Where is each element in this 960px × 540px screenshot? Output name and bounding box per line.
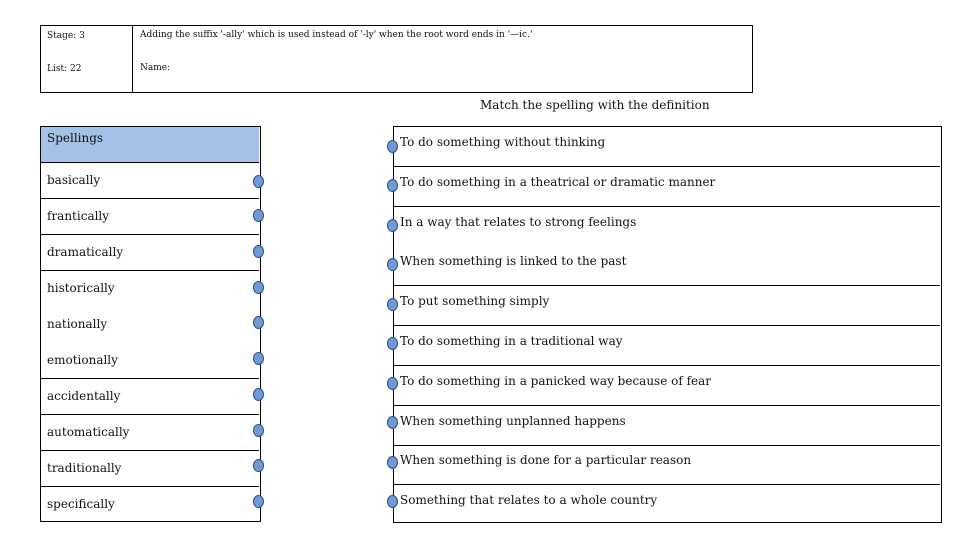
- right-match-dot[interactable]: [387, 337, 398, 350]
- spelling-word: basically: [47, 173, 101, 187]
- definition-text: To do something in a panicked way because of fear: [400, 374, 712, 388]
- spelling-row: [41, 379, 259, 415]
- instruction-text: Match the spelling with the definition: [480, 98, 710, 112]
- worksheet-header: [40, 25, 753, 93]
- left-match-dot[interactable]: [253, 209, 264, 222]
- spelling-row: [41, 235, 259, 271]
- spelling-row: [41, 271, 259, 307]
- name-label: Name:: [140, 63, 171, 73]
- right-match-dot[interactable]: [387, 258, 398, 271]
- right-match-dot[interactable]: [387, 219, 398, 232]
- spelling-row: [41, 487, 259, 523]
- definition-text: To do something in a traditional way: [400, 334, 623, 348]
- definition-text: When something unplanned happens: [400, 414, 626, 428]
- definition-row: [394, 167, 940, 207]
- spelling-word: frantically: [47, 209, 110, 223]
- left-match-dot[interactable]: [253, 245, 264, 258]
- right-match-dot[interactable]: [387, 377, 398, 390]
- left-match-dot[interactable]: [253, 175, 264, 188]
- spelling-word: specifically: [47, 497, 115, 511]
- spelling-row: [41, 307, 259, 343]
- definition-text: To put something simply: [400, 294, 550, 308]
- right-match-dot[interactable]: [387, 179, 398, 192]
- spelling-row: [41, 343, 259, 379]
- spelling-row: [41, 415, 259, 451]
- spellings-header: [41, 127, 259, 163]
- right-match-dot[interactable]: [387, 298, 398, 311]
- spellings-header-label: Spellings: [47, 131, 104, 145]
- spelling-word: dramatically: [47, 245, 124, 259]
- definition-row: [394, 286, 940, 326]
- stage-label: Stage: 3: [47, 31, 85, 41]
- definition-row: [394, 326, 940, 366]
- spelling-row: [41, 163, 259, 199]
- definition-text: When something is done for a particular reason: [400, 453, 692, 467]
- definition-text: When something is linked to the past: [400, 254, 627, 268]
- definition-row: [394, 485, 940, 525]
- spelling-word: emotionally: [47, 353, 118, 367]
- right-match-dot[interactable]: [387, 140, 398, 153]
- left-match-dot[interactable]: [253, 495, 264, 508]
- spelling-word: accidentally: [47, 389, 121, 403]
- left-match-dot[interactable]: [253, 424, 264, 437]
- spelling-word: nationally: [47, 317, 108, 331]
- left-match-dot[interactable]: [253, 352, 264, 365]
- header-divider: [132, 26, 133, 92]
- spelling-word: automatically: [47, 425, 130, 439]
- list-label: List: 22: [47, 64, 82, 74]
- definition-row: [394, 207, 940, 247]
- spellings-table: [40, 126, 261, 522]
- right-match-dot[interactable]: [387, 495, 398, 508]
- definition-row: [394, 366, 940, 406]
- right-match-dot[interactable]: [387, 456, 398, 469]
- left-match-dot[interactable]: [253, 316, 264, 329]
- spelling-row: [41, 199, 259, 235]
- right-match-dot[interactable]: [387, 416, 398, 429]
- definitions-table: [393, 126, 942, 523]
- definition-text: To do something in a theatrical or dramatic manner: [400, 175, 716, 189]
- suffix-description: Adding the suffix '-ally' which is used instead of '-ly' when the root word ends in '—ic.': [140, 30, 533, 40]
- left-match-dot[interactable]: [253, 281, 264, 294]
- definition-text: Something that relates to a whole country: [400, 493, 658, 507]
- left-match-dot[interactable]: [253, 388, 264, 401]
- definition-row: [394, 406, 940, 446]
- spelling-word: historically: [47, 281, 115, 295]
- definition-text: In a way that relates to strong feelings: [400, 215, 637, 229]
- spelling-row: [41, 451, 259, 487]
- definition-row: [394, 246, 940, 286]
- definition-text: To do something without thinking: [400, 135, 606, 149]
- definition-row: [394, 127, 940, 167]
- definition-row: [394, 445, 940, 485]
- left-match-dot[interactable]: [253, 459, 264, 472]
- spelling-word: traditionally: [47, 461, 122, 475]
